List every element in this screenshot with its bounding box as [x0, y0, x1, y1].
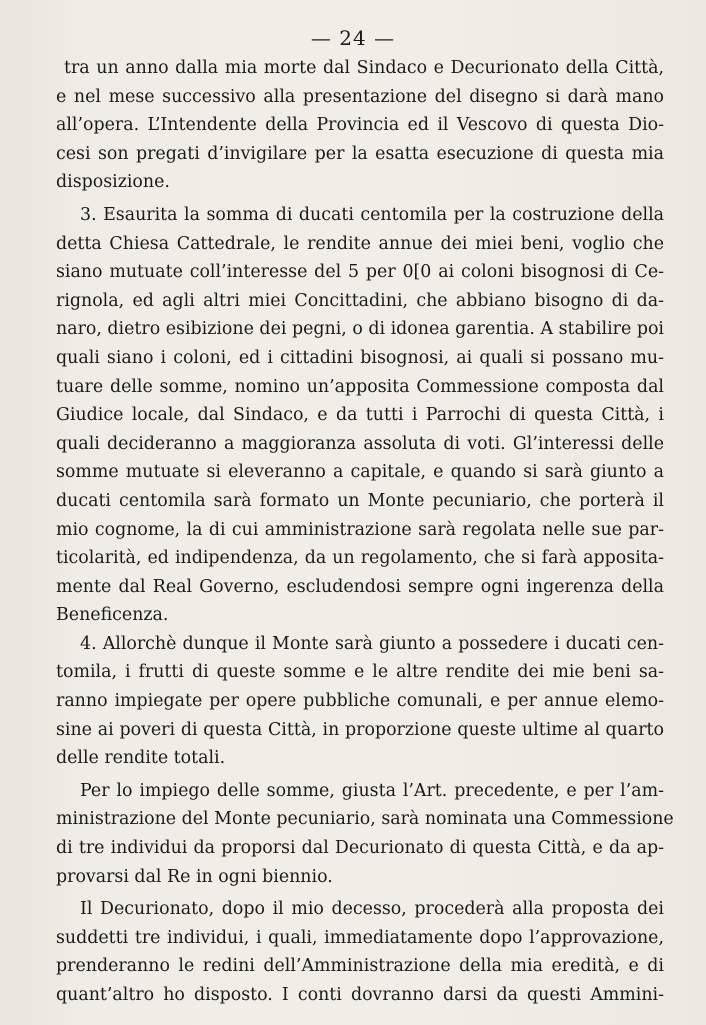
text-line: ducati centomila sarà formato un Monte pecuniario, che porterà il: [56, 490, 664, 511]
paragraph: [56, 895, 664, 1009]
text-line: Per lo impiego delle somme, giusta l’Art. precedente, e per l’am-: [80, 780, 664, 801]
text-line: suddetti tre individui, i quali, immediatamente dopo l’approvazione,: [56, 927, 664, 948]
text-line: Beneficenza.: [56, 605, 169, 626]
text-line: Il Decurionato, dopo il mio decesso, procederà alla proposta dei: [80, 899, 664, 920]
text-line: naro, dietro esibizione dei pegni, o di idonea garentia. A stabilire poi: [56, 319, 664, 340]
paragraph: [56, 777, 674, 891]
text-line: provarsi dal Re in ogni biennio.: [56, 866, 333, 887]
paragraph: [56, 201, 664, 630]
text-line: quali decideranno a maggioranza assoluta di voti. Gl’interessi delle: [56, 433, 664, 454]
text-line: tra un anno dalla mia morte dal Sindaco e Decurionato della Città,: [64, 58, 664, 78]
text-line: tomila, i frutti di queste somme e le altre rendite dei mie beni sa-: [56, 662, 664, 683]
text-line: rignola, ed agli altri miei Concittadini, che abbiano bisogno di da-: [56, 290, 664, 311]
text-line: mente dal Real Governo, escludendosi sempre ogni ingerenza della: [56, 576, 664, 597]
body-text: [56, 54, 674, 1010]
text-line: delle rendite totali.: [56, 748, 226, 769]
text-line: cesi son pregati d’invigilare per la esatta esecuzione di questa mia: [56, 143, 664, 164]
paragraph: [56, 630, 664, 773]
text-line: Giudice locale, dal Sindaco, e da tutti i Parrochi di questa Città, i: [56, 405, 664, 426]
text-line: 3. Esaurita la somma di ducati centomila per la costruzione della: [80, 204, 664, 225]
text-line: tuare delle somme, nomino un’apposita Commessione composta dal: [56, 376, 664, 397]
text-line: quali siano i coloni, ed i cittadini bisognosi, ai quali si possano mu-: [56, 347, 664, 368]
text-line: siano mutuate coll’interesse del 5 per 0[0 ai coloni bisognosi di Ce-: [56, 262, 664, 283]
text-line: disposizione.: [56, 172, 170, 193]
text-line: ministrazione del Monte pecuniario, sarà nominata una Commessione: [56, 809, 674, 830]
text-line: sine ai poveri di questa Città, in proporzione queste ultime al quarto: [56, 719, 664, 740]
text-line: ranno impiegate per opere pubbliche comunali, e per annue elemo-: [56, 691, 664, 712]
text-line: somme mutuate si eleveranno a capitale, e quando si sarà giunto a: [56, 462, 664, 483]
text-line: all’opera. L’Intendente della Provincia ed il Vescovo di questa Dio-: [56, 115, 664, 136]
text-line: 4. Allorchè dunque il Monte sarà giunto a possedere i ducati cen-: [80, 633, 664, 654]
text-line: di tre individui da proporsi dal Decurionato di questa Città, e da ap-: [56, 838, 664, 859]
text-line: prenderanno le redini dell’Amministrazione della mia eredità, e di: [56, 956, 664, 977]
text-line: quant’altro ho disposto. I conti dovranno darsi da questi Ammini-: [56, 985, 664, 1005]
text-line: e nel mese successivo alla presentazione del disegno si darà mano: [56, 86, 664, 107]
text-line: ticolarità, ed indipendenza, da un regolamento, che si farà apposita-: [56, 548, 664, 569]
page-number: — 24 —: [310, 26, 396, 50]
text-line: detta Chiesa Cattedrale, le rendite annue dei miei beni, voglio che: [56, 233, 664, 254]
text-line: mio cognome, la di cui amministrazione sarà regolata nelle sue par-: [56, 519, 664, 540]
paragraph: [56, 54, 664, 197]
